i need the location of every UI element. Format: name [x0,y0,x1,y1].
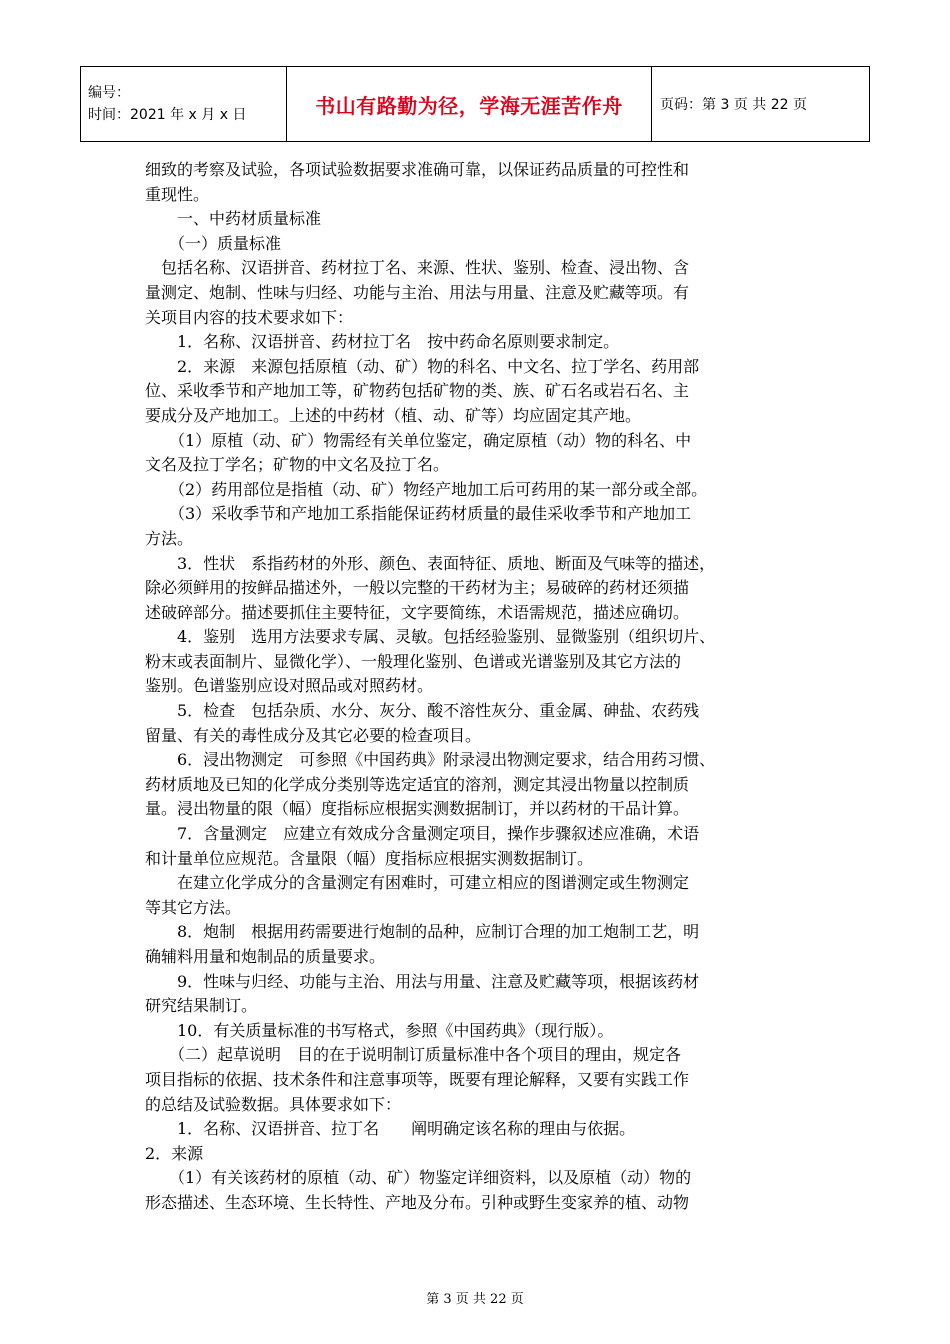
body-text-line: 药材质地及已知的化学成分类别等选定适宜的溶剂，测定其浸出物量以控制质 [145,774,690,794]
body-text-line: 9．性味与归经、功能与主治、用法与用量、注意及贮藏等项，根据该药材 [145,971,700,991]
body-text-line: 文名及拉丁学名；矿物的中文名及拉丁名。 [145,455,450,475]
body-text-line: 形态描述、生态环境、生长特性、产地及分布。引种或野生变家养的植、动物 [145,1192,690,1212]
page-footer [0,1288,950,1307]
body-text-line: 4．鉴别 选用方法要求专属、灵敏。包括经验鉴别、显微鉴别（组织切片、 [145,627,716,647]
body-text-line: 粉末或表面制片、显微化学）、一般理化鉴别、色谱或光谱鉴别及其它方法的 [145,651,682,671]
body-text-line: 重现性。 [145,184,210,204]
body-text-line: 包括名称、汉语拼音、药材拉丁名、来源、性状、鉴别、检查、浸出物、含 [145,258,690,278]
body-text-line: 1．名称、汉语拼音、拉丁名 阐明确定该名称的理由与依据。 [145,1119,636,1139]
body-text-line: 在建立化学成分的含量测定有困难时，可建立相应的图谱测定或生物测定 [145,873,690,893]
body-text-line: （1）原植（动、矿）物需经有关单位鉴定，确定原植（动）物的科名、中 [145,430,692,450]
body-text-line: 7．含量测定 应建立有效成分含量测定项目，操作步骤叙述应准确，术语 [145,824,700,844]
page-number-label: 页码：第 3 页 共 22 页 [660,97,807,113]
body-text-line: 项目指标的依据、技术条件和注意事项等，既要有理论解释，又要有实践工作 [145,1069,690,1089]
body-text-line: 量测定、炮制、性味与归经、功能与主治、用法与用量、注意及贮藏等项。有 [145,282,690,302]
document-body [145,158,811,1216]
body-text-line: （2）药用部位是指植（动、矿）物经产地加工后可药用的某一部分或全部。 [145,479,708,499]
body-text-line: （二）起草说明 目的在于说明制订质量标准中各个项目的理由，规定各 [145,1045,682,1065]
body-text-line: 位、采收季节和产地加工等，矿物药包括矿物的类、族、矿石名或岩石名、主 [145,381,690,401]
header-page-cell [652,67,870,142]
body-text-line: 2．来源 [145,1143,204,1163]
body-text-line: 鉴别。色谱鉴别应设对照品或对照药材。 [145,676,434,696]
body-text-line: 量。浸出物量的限（幅）度指标应根据实测数据制订，并以药材的干品计算。 [145,799,690,819]
body-text-line: （1）有关该药材的原植（动、矿）物鉴定详细资料，以及原植（动）物的 [145,1168,692,1188]
body-text-line: 1．名称、汉语拼音、药材拉丁名 按中药命名原则要求制定。 [145,332,620,352]
body-text-line: 留量、有关的毒性成分及其它必要的检查项目。 [145,725,482,745]
body-text-line: 关项目内容的技术要求如下： [145,307,354,327]
body-text-line: 8．炮制 根据用药需要进行炮制的品种，应制订合理的加工炮制工艺，明 [145,922,700,942]
body-text-line: 述破碎部分。描述要抓住主要特征，文字要简练，术语需规范，描述应确切。 [145,602,690,622]
body-text-line: 要成分及产地加工。上述的中药材（植、动、矿等）均应固定其产地。 [145,405,642,425]
body-text-line: 等其它方法。 [145,897,242,917]
page-header [80,66,870,142]
body-text-line: （一）质量标准 [145,233,282,253]
body-text-line: （3）采收季节和产地加工系指能保证药材质量的最佳采收季节和产地加工 [145,504,692,524]
footer-page-number: 第 3 页 共 22 页 [426,1292,524,1307]
document-number-label: 编号： [88,85,130,101]
body-text-line: 和计量单位应规范。含量限（幅）度指标应根据实测数据制订。 [145,848,594,868]
body-text-line: 的总结及试验数据。具体要求如下： [145,1094,402,1114]
date-label: 时间：2021 年 x 月 x 日 [88,107,247,123]
body-text-line: 6．浸出物测定 可参照《中国药典》附录浸出物测定要求，结合用药习惯、 [145,750,716,770]
body-text-line: 研究结果制订。 [145,996,258,1016]
body-text-line: 细致的考察及试验，各项试验数据要求准确可靠，以保证药品质量的可控性和 [145,160,690,179]
motto-text: 书山有路勤为径，学海无涯苦作舟 [315,93,623,118]
body-text-line: 一、中药材质量标准 [145,209,322,229]
body-text-line: 5．检查 包括杂质、水分、灰分、酸不溶性灰分、重金属、砷盐、农药残 [145,701,700,721]
body-text-line: 确辅料用量和炮制品的质量要求。 [145,947,386,966]
body-text-line: 3．性状 系指药材的外形、颜色、表面特征、质地、断面及气味等的描述， [145,553,716,573]
body-text-line: 除必须鲜用的按鲜品描述外，一般以完整的干药材为主；易破碎的药材还须描 [145,578,690,598]
body-text-line: 2．来源 来源包括原植（动、矿）物的科名、中文名、拉丁学名、药用部 [145,356,700,376]
header-info-cell [81,67,287,142]
header-motto-cell [287,67,652,142]
body-text-line: 10．有关质量标准的书写格式，参照《中国药典》（现行版）。 [145,1020,614,1040]
body-text-line: 方法。 [145,528,194,548]
